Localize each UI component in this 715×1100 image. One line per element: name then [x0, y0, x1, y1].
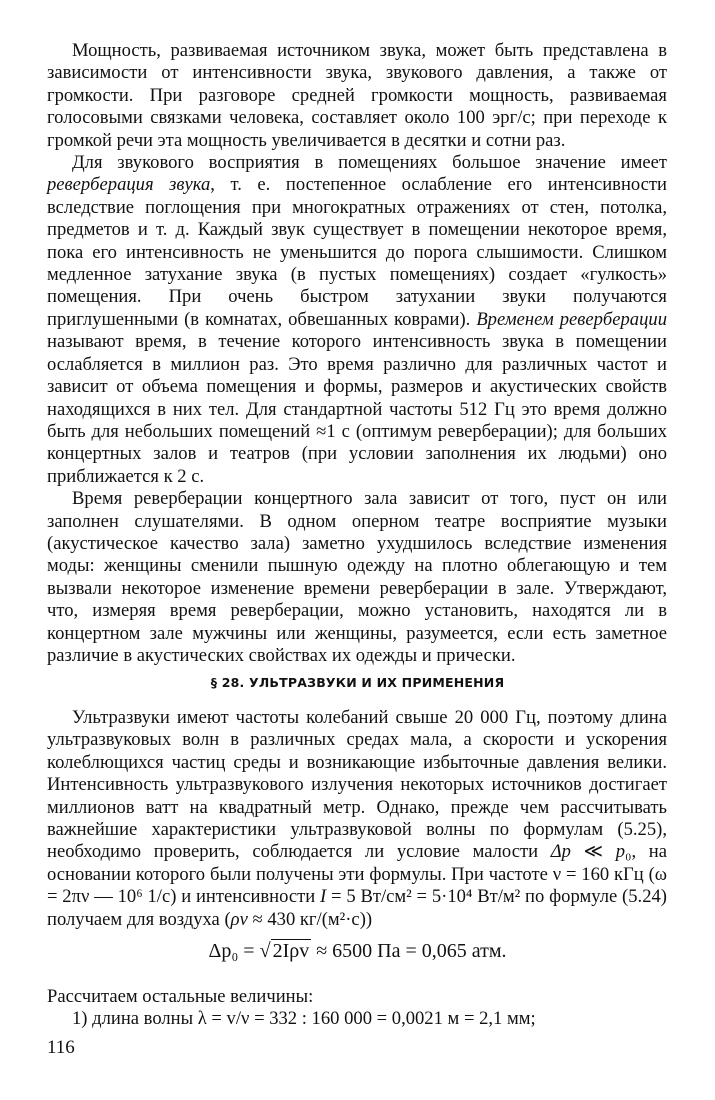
page-number: 116 [47, 1037, 75, 1058]
emphasized-term: реверберация звука [47, 174, 211, 196]
paragraph [47, 40, 667, 152]
paragraph [47, 152, 667, 488]
emphasized-term: Δp [550, 841, 571, 863]
formula [0, 940, 715, 963]
emphasized-term: p [615, 841, 625, 863]
formula-rhs: ≈ 6500 Па = 0,065 атм. [311, 940, 507, 962]
formula-lhs: Δp₀ = [208, 940, 260, 962]
paragraph-text: ≪ [570, 841, 616, 863]
paragraph [47, 707, 667, 931]
paragraph-text: , т. е. постепенное ослабление его интенсивности вследствие поглощения при многократных отражениях от стен, потолка, предметов и т. д. Каждый звук существует в помещении некоторое время, пока его интенсивность не уменьшится до порога слышимости. Слишком медленное затухание звука (в пустых помещениях) создает «гулкость» помещения. При очень быстром затухании звуки получаются приглушенными (в комнатах, обвешанных коврами). [47, 174, 667, 330]
paragraph-text: Для звукового восприятия в помещениях большое значение имеет [72, 152, 667, 174]
paragraph-text: ≈ 430 кг/(м²·с)) [247, 908, 373, 930]
text-block-bottom [47, 707, 667, 931]
emphasized-term: I [320, 886, 327, 908]
formula-radicand: 2Iρv [272, 940, 310, 962]
section-heading: § 28. УЛЬТРАЗВУКИ И ИХ ПРИМЕНЕНИЯ [210, 675, 505, 690]
paragraph-text: ₀, на основании которого были получены эти формулы. При частоте ν = 160 кГц (ω = 2πν — 10⁶ 1/с) и интенсивности [47, 841, 667, 908]
paragraph-text: Ультразвуки имеют частоты колебаний свыше 20 000 Гц, поэтому длина ультразвуковых волн в различных средах мала, а скорости и ускорения колеблющихся частиц среды и возникающие избыточные давления велики. Интенсивность ультразвукового излучения некоторых источников достигает миллионов ватт на квадратный метр. Однако, прежде чем рассчитывать важнейшие характеристики ультразвуковой волны по формулам (5.25), необходимо проверить, соблюдается ли условие малости [47, 707, 667, 863]
emphasized-term: ρv [230, 908, 248, 930]
text-block-top [47, 40, 667, 667]
paragraph [47, 488, 667, 667]
paragraph-text: называют время, в течение которого интенсивность звука в помещении ослабляется в миллион раз. Это время различно для различных частот и зависит от объема помещения и формы, размеров и акустических свойств находящихся в них тел. Для стандартной частоты 512 Гц это время должно быть для небольших помещений ≈1 с (оптимум реверберации); для больших концертных залов и театров (при условии заполнения их людьми) оно приближается к 2 с. [47, 331, 667, 487]
radical-sign: √ [259, 940, 271, 962]
paragraph-text: Мощность, развиваемая источником звука, может быть представлена в зависимости от интенсивности звука, звукового давления, а также от громкости. При разговоре средней громкости мощность, развиваемая голосовыми связками человека, составляет около 100 эрг/с; при переходе к громкой речи эта мощность увеличивается в десятки и сотни раз. [47, 40, 667, 151]
intro-line: Рассчитаем остальные величины: [47, 986, 314, 1007]
list-item: 1) длина волны λ = v/ν = 332 : 160 000 = 0,0021 м = 2,1 мм; [72, 1008, 536, 1029]
paragraph-text: = 5 Вт/см² = 5·10⁴ Вт/м² по формуле (5.24) получаем для воздуха ( [47, 886, 667, 930]
emphasized-term: Временем реверберации [476, 308, 667, 330]
paragraph-text: Время реверберации концертного зала зависит от того, пуст он или заполнен слушателями. В одном оперном театре восприятие музыки (акустическое качество зала) заметно ухудшилось вследствие изменения моды: женщины сменили пышную одежду на плотно облегающую и тем вызвали некоторое изменение времени реверберации в зале. Утверждают, что, измеряя время реверберации, можно установить, находятся ли в концертном зале мужчины или женщины, разумеется, если есть заметное различие в акустических свойствах их одежды и прически. [47, 488, 667, 666]
